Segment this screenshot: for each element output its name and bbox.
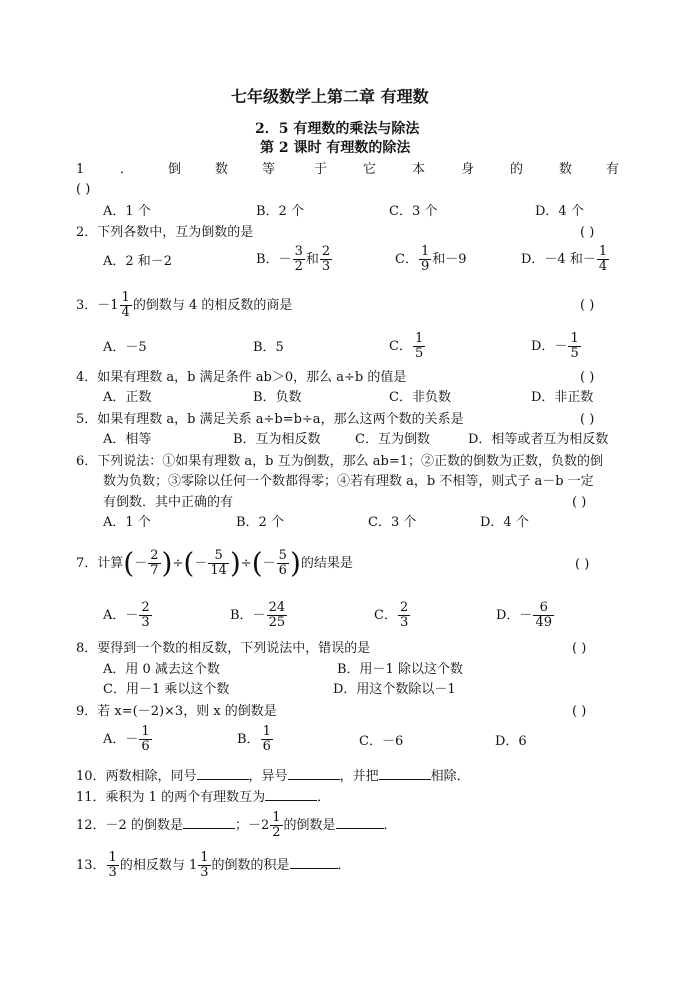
- fraction: [293, 245, 305, 274]
- question-stem-line: 数为负数；③零除以任何一个数都得零；④若有理数 a，b 不相等，则式子 a－b 一定: [103, 474, 594, 489]
- question-10: [76, 766, 470, 785]
- stem-text: 13．: [76, 858, 106, 873]
- q1-char: 1: [76, 162, 85, 177]
- question-stem: 2．下列各数中，互为倒数的是: [76, 225, 254, 240]
- fraction: [277, 549, 289, 578]
- answer-blank[interactable]: [265, 787, 317, 801]
- denominator: 4: [121, 305, 130, 320]
- q1-char: 倒: [168, 162, 182, 177]
- denominator: 5: [414, 346, 424, 361]
- fraction: [533, 601, 554, 630]
- lesson-subtitle: 第 2 课时 有理数的除法: [260, 140, 411, 156]
- question-11: [76, 787, 330, 806]
- denominator: 6: [278, 563, 287, 578]
- option-a: A．1 个: [103, 515, 151, 530]
- answer-paren: ( ): [580, 412, 595, 427]
- page-title: 七年级数学上第二章 有理数: [231, 87, 429, 106]
- fraction: [398, 601, 410, 630]
- option-b: B．互为相反数: [233, 432, 321, 447]
- numerator: 2: [141, 600, 150, 615]
- numerator: 1: [420, 244, 430, 259]
- question-stem: 9．若 x=(－2)×3，则 x 的倒数是: [76, 704, 277, 719]
- question-13: [76, 848, 351, 884]
- option-c: [374, 598, 411, 634]
- answer-paren: ( ): [572, 641, 587, 656]
- answer-blank[interactable]: [336, 815, 384, 829]
- numerator: 1: [570, 331, 579, 346]
- fraction: [320, 245, 332, 274]
- option-c: [389, 329, 426, 365]
- option-b: B．2 个: [256, 204, 304, 219]
- denominator: 3: [200, 865, 209, 880]
- right-paren: ): [229, 546, 241, 580]
- numerator: 6: [533, 601, 554, 616]
- stem-text: 相除．: [430, 769, 470, 784]
- numerator: 2: [399, 600, 409, 615]
- q1-char: 的: [510, 162, 524, 177]
- question-stem-line: 6．下列说法：①如果有理数 a，b 互为倒数，那么 ab=1；②正数的倒数为正数，负数的倒: [76, 454, 603, 469]
- answer-blank[interactable]: [290, 855, 338, 869]
- numerator: 1: [121, 290, 130, 305]
- q1-char: 本: [412, 162, 426, 177]
- option-text: D．－: [496, 608, 533, 623]
- option-b: B．2 个: [236, 515, 284, 530]
- option-c: C．－6: [359, 734, 404, 749]
- question-stem: 7．计算(－ $\frac{2}{7}$ )÷(－ $\frac{5}{14}$ )÷(－ $\frac{5}{6}$ )的结果是: [76, 546, 353, 580]
- fraction: [267, 601, 288, 630]
- option-text: A．－: [103, 732, 139, 747]
- fraction: [139, 601, 151, 630]
- q1-char: 于: [314, 162, 328, 177]
- fraction: [139, 725, 151, 754]
- stem-text: 的倒数与 4 的相反数的商是: [132, 298, 293, 313]
- option-text: D．－4 和－: [521, 252, 596, 267]
- question-12: [76, 808, 397, 844]
- option-a: A．2 和－2: [103, 254, 173, 269]
- stem-text: 的相反数与 1: [119, 858, 198, 873]
- left-paren: (: [123, 546, 135, 580]
- fraction: [413, 332, 425, 361]
- denominator: 3: [321, 259, 331, 274]
- answer-paren: ( ): [575, 557, 590, 572]
- denominator: 25: [268, 615, 286, 630]
- question-stem: 4．如果有理数 a，b 满足条件 ab＞0，那么 a÷b 的值是: [76, 370, 407, 385]
- fraction: [198, 851, 210, 880]
- option-d: D．用这个数除以－1: [333, 682, 456, 697]
- q1-char: 身: [461, 162, 475, 177]
- answer-paren: ( ): [76, 182, 91, 197]
- fraction: [568, 332, 580, 361]
- option-d: [496, 598, 555, 634]
- q1-char: ．: [120, 162, 134, 177]
- numerator: 5: [278, 548, 287, 563]
- denominator: 5: [570, 346, 579, 361]
- numerator: 1: [414, 331, 424, 346]
- option-c: C．非负数: [389, 390, 451, 405]
- answer-paren: ( ): [580, 298, 595, 313]
- stem-text: 12．－2 的倒数是: [76, 818, 183, 833]
- option-text: D．－: [531, 339, 568, 354]
- denominator: 6: [262, 739, 271, 754]
- denominator: 3: [108, 865, 117, 880]
- numerator: 2: [321, 244, 331, 259]
- option-d: D．相等或者互为相反数: [468, 432, 609, 447]
- fraction: [261, 725, 273, 754]
- right-paren: ): [289, 546, 301, 580]
- denominator: 9: [420, 259, 430, 274]
- option-b: B．5: [253, 340, 284, 355]
- stem-text: 3．－1: [76, 298, 119, 313]
- fraction: [208, 549, 229, 578]
- stem-text: 7．计算: [76, 556, 124, 571]
- option-c: C．3 个: [368, 515, 417, 530]
- q1-char: 它: [363, 162, 377, 177]
- stem-text: 10．两数相除，同号: [76, 769, 197, 784]
- option-a: [103, 598, 153, 634]
- option-b: B．用－1 除以这个数: [337, 662, 463, 677]
- q1-char: 有: [606, 162, 620, 177]
- option-text: B．－: [230, 608, 266, 623]
- question-stem: 8．要得到一个数的相反数，下列说法中，错误的是: [76, 641, 371, 656]
- option-a: A．－5: [103, 340, 147, 355]
- stem-text: 11．乘积为 1 的两个有理数互为: [76, 790, 266, 805]
- divide-sign: ÷: [172, 556, 184, 571]
- option-c: [395, 242, 467, 278]
- right-paren: ): [161, 546, 173, 580]
- option-a: A．正数: [103, 390, 152, 405]
- left-paren: (: [183, 546, 195, 580]
- stem-text: 的倒数的积是: [211, 858, 290, 873]
- option-a: [103, 722, 153, 758]
- option-c: C．用－1 乘以这个数: [103, 682, 230, 697]
- denominator: 2: [272, 825, 281, 840]
- question-stem: [76, 288, 292, 324]
- stem-text: ．: [317, 790, 331, 805]
- denominator: 3: [141, 615, 150, 630]
- stem-text: ；－2: [234, 818, 270, 833]
- left-paren: (: [251, 546, 263, 580]
- denominator: 14: [210, 563, 227, 578]
- option-text: B．: [237, 732, 260, 747]
- answer-paren: ( ): [580, 225, 595, 240]
- stem-text: ．: [337, 858, 351, 873]
- numerator: 2: [150, 548, 159, 563]
- numerator: 1: [108, 850, 117, 865]
- option-b: [230, 598, 288, 634]
- answer-blank[interactable]: [379, 766, 431, 780]
- numerator: 5: [208, 549, 229, 564]
- answer-paren: ( ): [580, 370, 595, 385]
- answer-blank[interactable]: [183, 815, 235, 829]
- option-text: C．: [389, 339, 412, 354]
- option-d: [531, 329, 582, 365]
- fraction: [107, 851, 119, 880]
- option-c: C．互为倒数: [355, 432, 430, 447]
- numerator: 1: [141, 724, 150, 739]
- denominator: 3: [399, 615, 409, 630]
- fraction: [419, 245, 431, 274]
- fraction: [597, 245, 609, 274]
- denominator: 7: [150, 563, 159, 578]
- stem-text: 的结果是: [300, 556, 353, 571]
- option-a: A．用 0 减去这个数: [103, 662, 220, 677]
- numerator: 24: [268, 600, 286, 615]
- option-d: D．4 个: [535, 204, 584, 219]
- option-text: 和－9: [432, 252, 467, 267]
- option-text: C．: [395, 252, 418, 267]
- option-text: B．－: [256, 252, 292, 267]
- fraction: [120, 291, 132, 320]
- numerator: 3: [294, 244, 303, 259]
- option-text: 和: [305, 252, 319, 267]
- answer-blank[interactable]: [197, 766, 249, 780]
- option-d: D．6: [495, 734, 527, 749]
- question-stem: 5．如果有理数 a，b 满足关系 a÷b=b÷a，那么这两个数的关系是: [76, 412, 464, 427]
- q1-char: 数: [559, 162, 573, 177]
- answer-paren: ( ): [572, 704, 587, 719]
- fraction: [148, 549, 160, 578]
- option-text: C．: [374, 608, 397, 623]
- denominator: 49: [535, 615, 552, 630]
- stem-text: 的倒数是: [283, 818, 336, 833]
- numerator: 1: [200, 850, 209, 865]
- numerator: 1: [272, 810, 281, 825]
- option-d: D．非正数: [531, 390, 594, 405]
- denominator: 2: [294, 259, 303, 274]
- option-b: B．负数: [253, 390, 302, 405]
- stem-text: ．: [383, 818, 397, 833]
- denominator: 6: [141, 739, 150, 754]
- option-a: A．1 个: [103, 204, 151, 219]
- option-text: A．－: [103, 608, 139, 623]
- option-b: [256, 242, 333, 278]
- option-a: A．相等: [103, 432, 152, 447]
- numerator: 1: [598, 244, 608, 259]
- divide-sign: ÷: [240, 556, 252, 571]
- section-subtitle: 2．5 有理数的乘法与除法: [255, 121, 420, 137]
- answer-paren: ( ): [572, 495, 587, 510]
- question-stem-line: 有倒数．其中正确的有: [103, 495, 234, 510]
- option-d: [521, 242, 610, 278]
- fraction: [270, 811, 282, 840]
- option-d: D．4 个: [480, 515, 529, 530]
- option-c: C．3 个: [389, 204, 438, 219]
- stem-text: ，并把: [339, 769, 379, 784]
- q1-char: 数: [215, 162, 229, 177]
- numerator: 1: [262, 724, 271, 739]
- denominator: 4: [598, 259, 608, 274]
- stem-text: ，异号: [248, 769, 288, 784]
- option-b: [237, 722, 274, 758]
- q1-char: 等: [262, 162, 276, 177]
- answer-blank[interactable]: [288, 766, 340, 780]
